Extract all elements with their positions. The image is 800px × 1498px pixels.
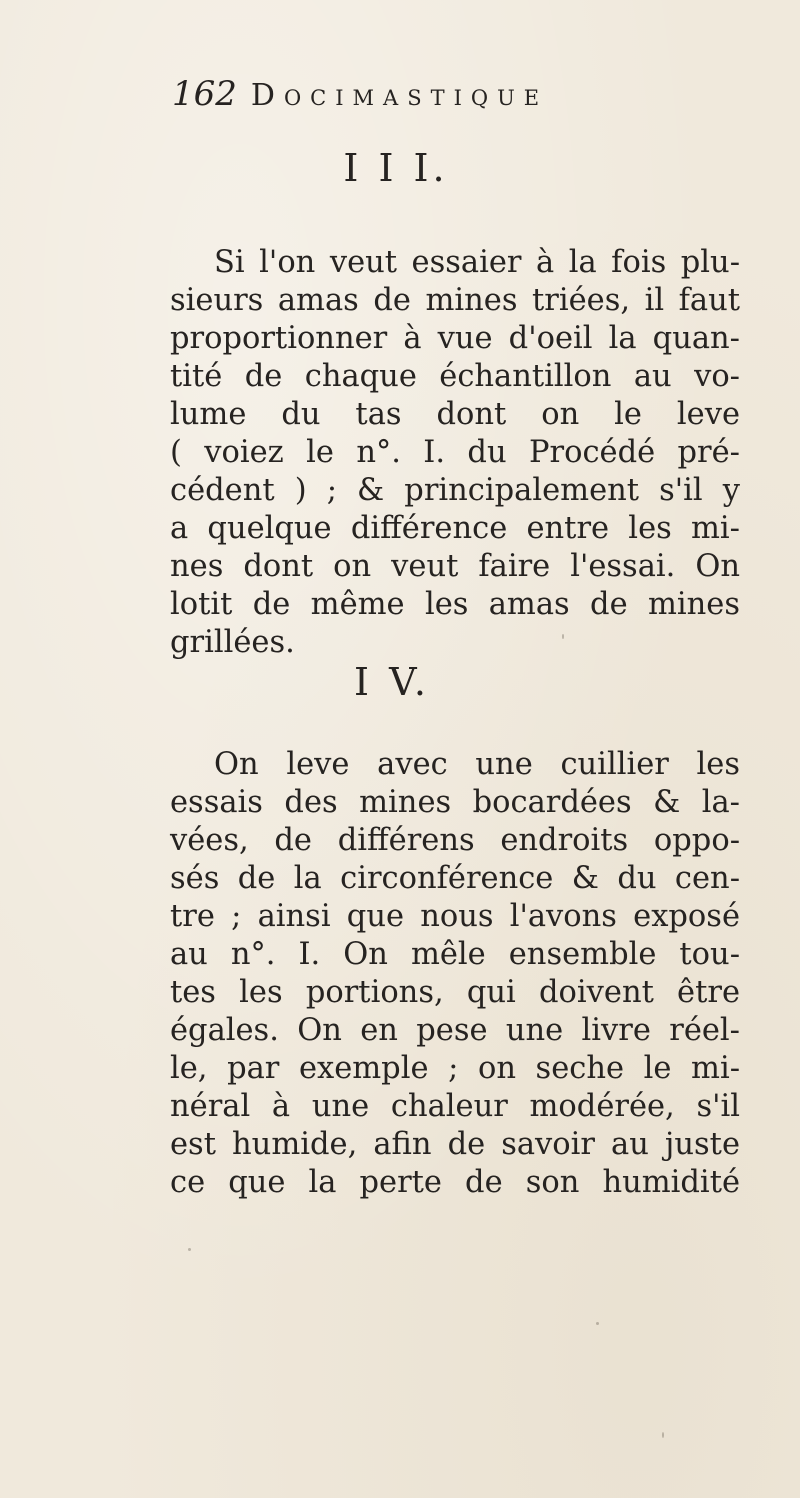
paragraph-line: tité de chaque échantillon au vo- [170, 359, 740, 394]
paragraph-line: lume du tas dont on le leve [170, 397, 740, 432]
paragraph-line: essais des mines bocardées & la- [170, 785, 740, 820]
paragraph-line: ce que la perte de son humidité [170, 1165, 740, 1200]
running-title: Docimastique [250, 78, 549, 113]
paragraph-line: a quelque différence entre les mi- [170, 511, 740, 546]
paragraph-line: néral à une chaleur modérée, s'il [170, 1089, 740, 1124]
paragraph-line: nes dont on veut faire l'essai. On [170, 549, 740, 584]
paragraph-line: cédent ) ; & principalement s'il y [170, 473, 740, 508]
paragraph-line: sés de la circonférence & du cen- [170, 861, 740, 896]
paragraph-line: tre ; ainsi que nous l'avons exposé [170, 899, 740, 934]
paragraph-line: grillées. [170, 625, 295, 660]
paragraph-line: est humide, afin de savoir au juste [170, 1127, 740, 1162]
page-number: 162 [172, 74, 237, 114]
paragraph-line: ( voiez le n°. I. du Procédé pré- [170, 435, 740, 470]
paragraph-line: le, par exemple ; on seche le mi- [170, 1051, 740, 1086]
paragraph-line: proportionner à vue d'oeil la quan- [170, 321, 740, 356]
section-heading-4: I V. [354, 660, 430, 704]
running-head [172, 74, 548, 118]
paragraph-line: Si l'on veut essaier à la fois plu- [214, 245, 740, 280]
paragraph-line: lotit de même les amas de mines [170, 587, 740, 622]
paragraph-line: sieurs amas de mines triées, il faut [170, 283, 740, 318]
paragraph-line: au n°. I. On mêle ensemble tou- [170, 937, 740, 972]
paragraph-line: vées, de différens endroits oppo- [170, 823, 740, 858]
paragraph-line: égales. On en pese une livre réel- [170, 1013, 740, 1048]
paragraph-line: On leve avec une cuillier les [214, 747, 740, 782]
section-heading-3: I I I. [343, 146, 449, 190]
paragraph-line: tes les portions, qui doivent être [170, 975, 740, 1010]
